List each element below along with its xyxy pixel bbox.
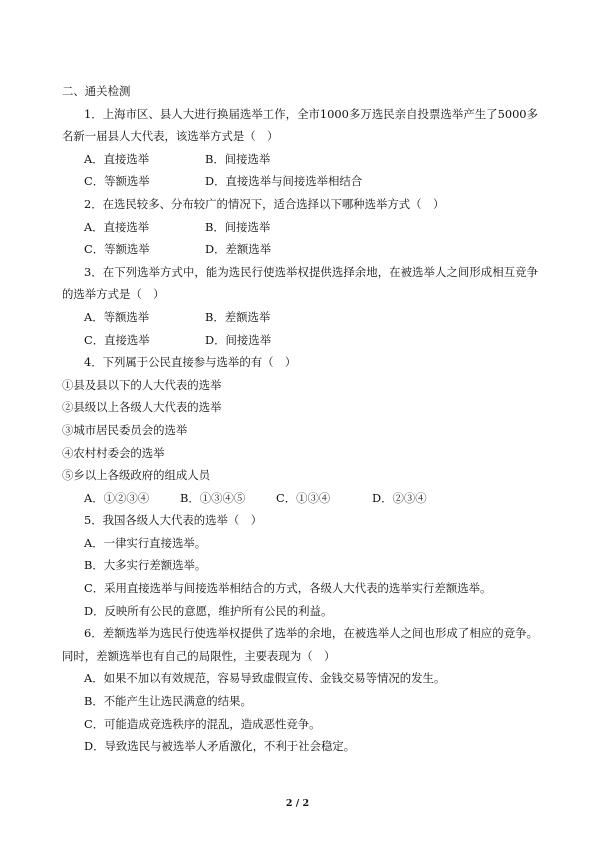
question-5-option-a: A．一律实行直接选举。 xyxy=(84,535,207,550)
question-5-option-b: B．大多实行差额选举。 xyxy=(84,558,207,573)
question-3-options-row-2 xyxy=(62,329,538,352)
question-5-stem: 5．我国各级人大代表的选举（ ） xyxy=(84,513,263,528)
option-d: D．直接选举与间接选举相结合 xyxy=(205,174,363,189)
question-4-item-3: ③城市居民委员会的选举 xyxy=(62,422,188,437)
option-d: D．②③④ xyxy=(372,490,427,505)
question-4-item-1: ①县及县以下的人大代表的选举 xyxy=(62,377,222,392)
document-content xyxy=(62,80,538,758)
question-4-item-5: ⑤乡以上各级政府的组成人员 xyxy=(62,468,211,483)
question-4-stem: 4．下列属于公民直接参与选举的有（ ） xyxy=(84,355,297,370)
question-2-stem: 2．在选民较多、分布较广的情况下，适合选择以下哪种选举方式（ ） xyxy=(84,196,445,211)
question-6-option-a: A．如果不加以有效规范，容易导致虚假宣传、金钱交易等情况的发生。 xyxy=(84,671,446,686)
question-4-options-row xyxy=(62,487,538,510)
option-a: A．直接选举 xyxy=(84,151,150,166)
option-c: C．直接选举 xyxy=(84,332,150,347)
question-1-options-row-1 xyxy=(62,148,538,171)
option-b: B．间接选举 xyxy=(205,151,271,166)
question-2-options-row-1 xyxy=(62,216,538,239)
question-4-item-2: ②县级以上各级人大代表的选举 xyxy=(62,400,222,415)
option-b: B．差额选举 xyxy=(205,309,271,324)
question-3-stem: 3．在下列选举方式中，能为选民行使选举权提供选择余地，在被选举人之间形成相互竞争的选举方式是（ ） xyxy=(62,264,538,302)
option-d: D．差额选举 xyxy=(205,242,272,257)
option-a: A．等额选举 xyxy=(84,309,150,324)
option-c: C．①③④ xyxy=(276,490,331,505)
option-b: B．间接选举 xyxy=(205,219,271,234)
option-a: A．直接选举 xyxy=(84,219,150,234)
question-5-option-d: D．反映所有公民的意愿，维护所有公民的利益。 xyxy=(84,603,333,618)
question-6-option-d: D．导致选民与被选举人矛盾激化，不利于社会稳定。 xyxy=(84,739,356,754)
question-1-options-row-2 xyxy=(62,170,538,193)
question-6-option-b: B．不能产生让选民满意的结果。 xyxy=(84,694,252,709)
question-1-stem: 1．上海市区、县人大进行换届选举工作，全市1000多万选民亲自投票选举产生了5000多名新一届县人大代表，该选举方式是（ ） xyxy=(62,106,538,144)
option-c: C．等额选举 xyxy=(84,174,150,189)
option-c: C．等额选举 xyxy=(84,242,150,257)
option-d: D．间接选举 xyxy=(205,332,272,347)
option-a: A．①②③④ xyxy=(84,490,150,505)
option-b: B．①③④⑤ xyxy=(180,490,246,505)
question-4-item-4: ④农村村委会的选举 xyxy=(62,445,165,460)
question-3-options-row-1 xyxy=(62,306,538,329)
page-number: 2 / 2 xyxy=(285,798,310,809)
section-title: 二、通关检测 xyxy=(62,84,131,98)
question-6-stem: 6．差额选举为选民行使选举权提供了选举的余地，在被选举人之间也形成了相应的竞争。同时，差额选举也有自己的局限性，主要表现为（ ） xyxy=(62,626,538,663)
question-5-option-c: C．采用直接选举与间接选举相结合的方式，各级人大代表的选举实行差额选举。 xyxy=(84,581,492,596)
question-6-option-c: C．可能造成竞选秩序的混乱，造成恶性竞争。 xyxy=(84,716,321,731)
question-2-options-row-2 xyxy=(62,238,538,261)
